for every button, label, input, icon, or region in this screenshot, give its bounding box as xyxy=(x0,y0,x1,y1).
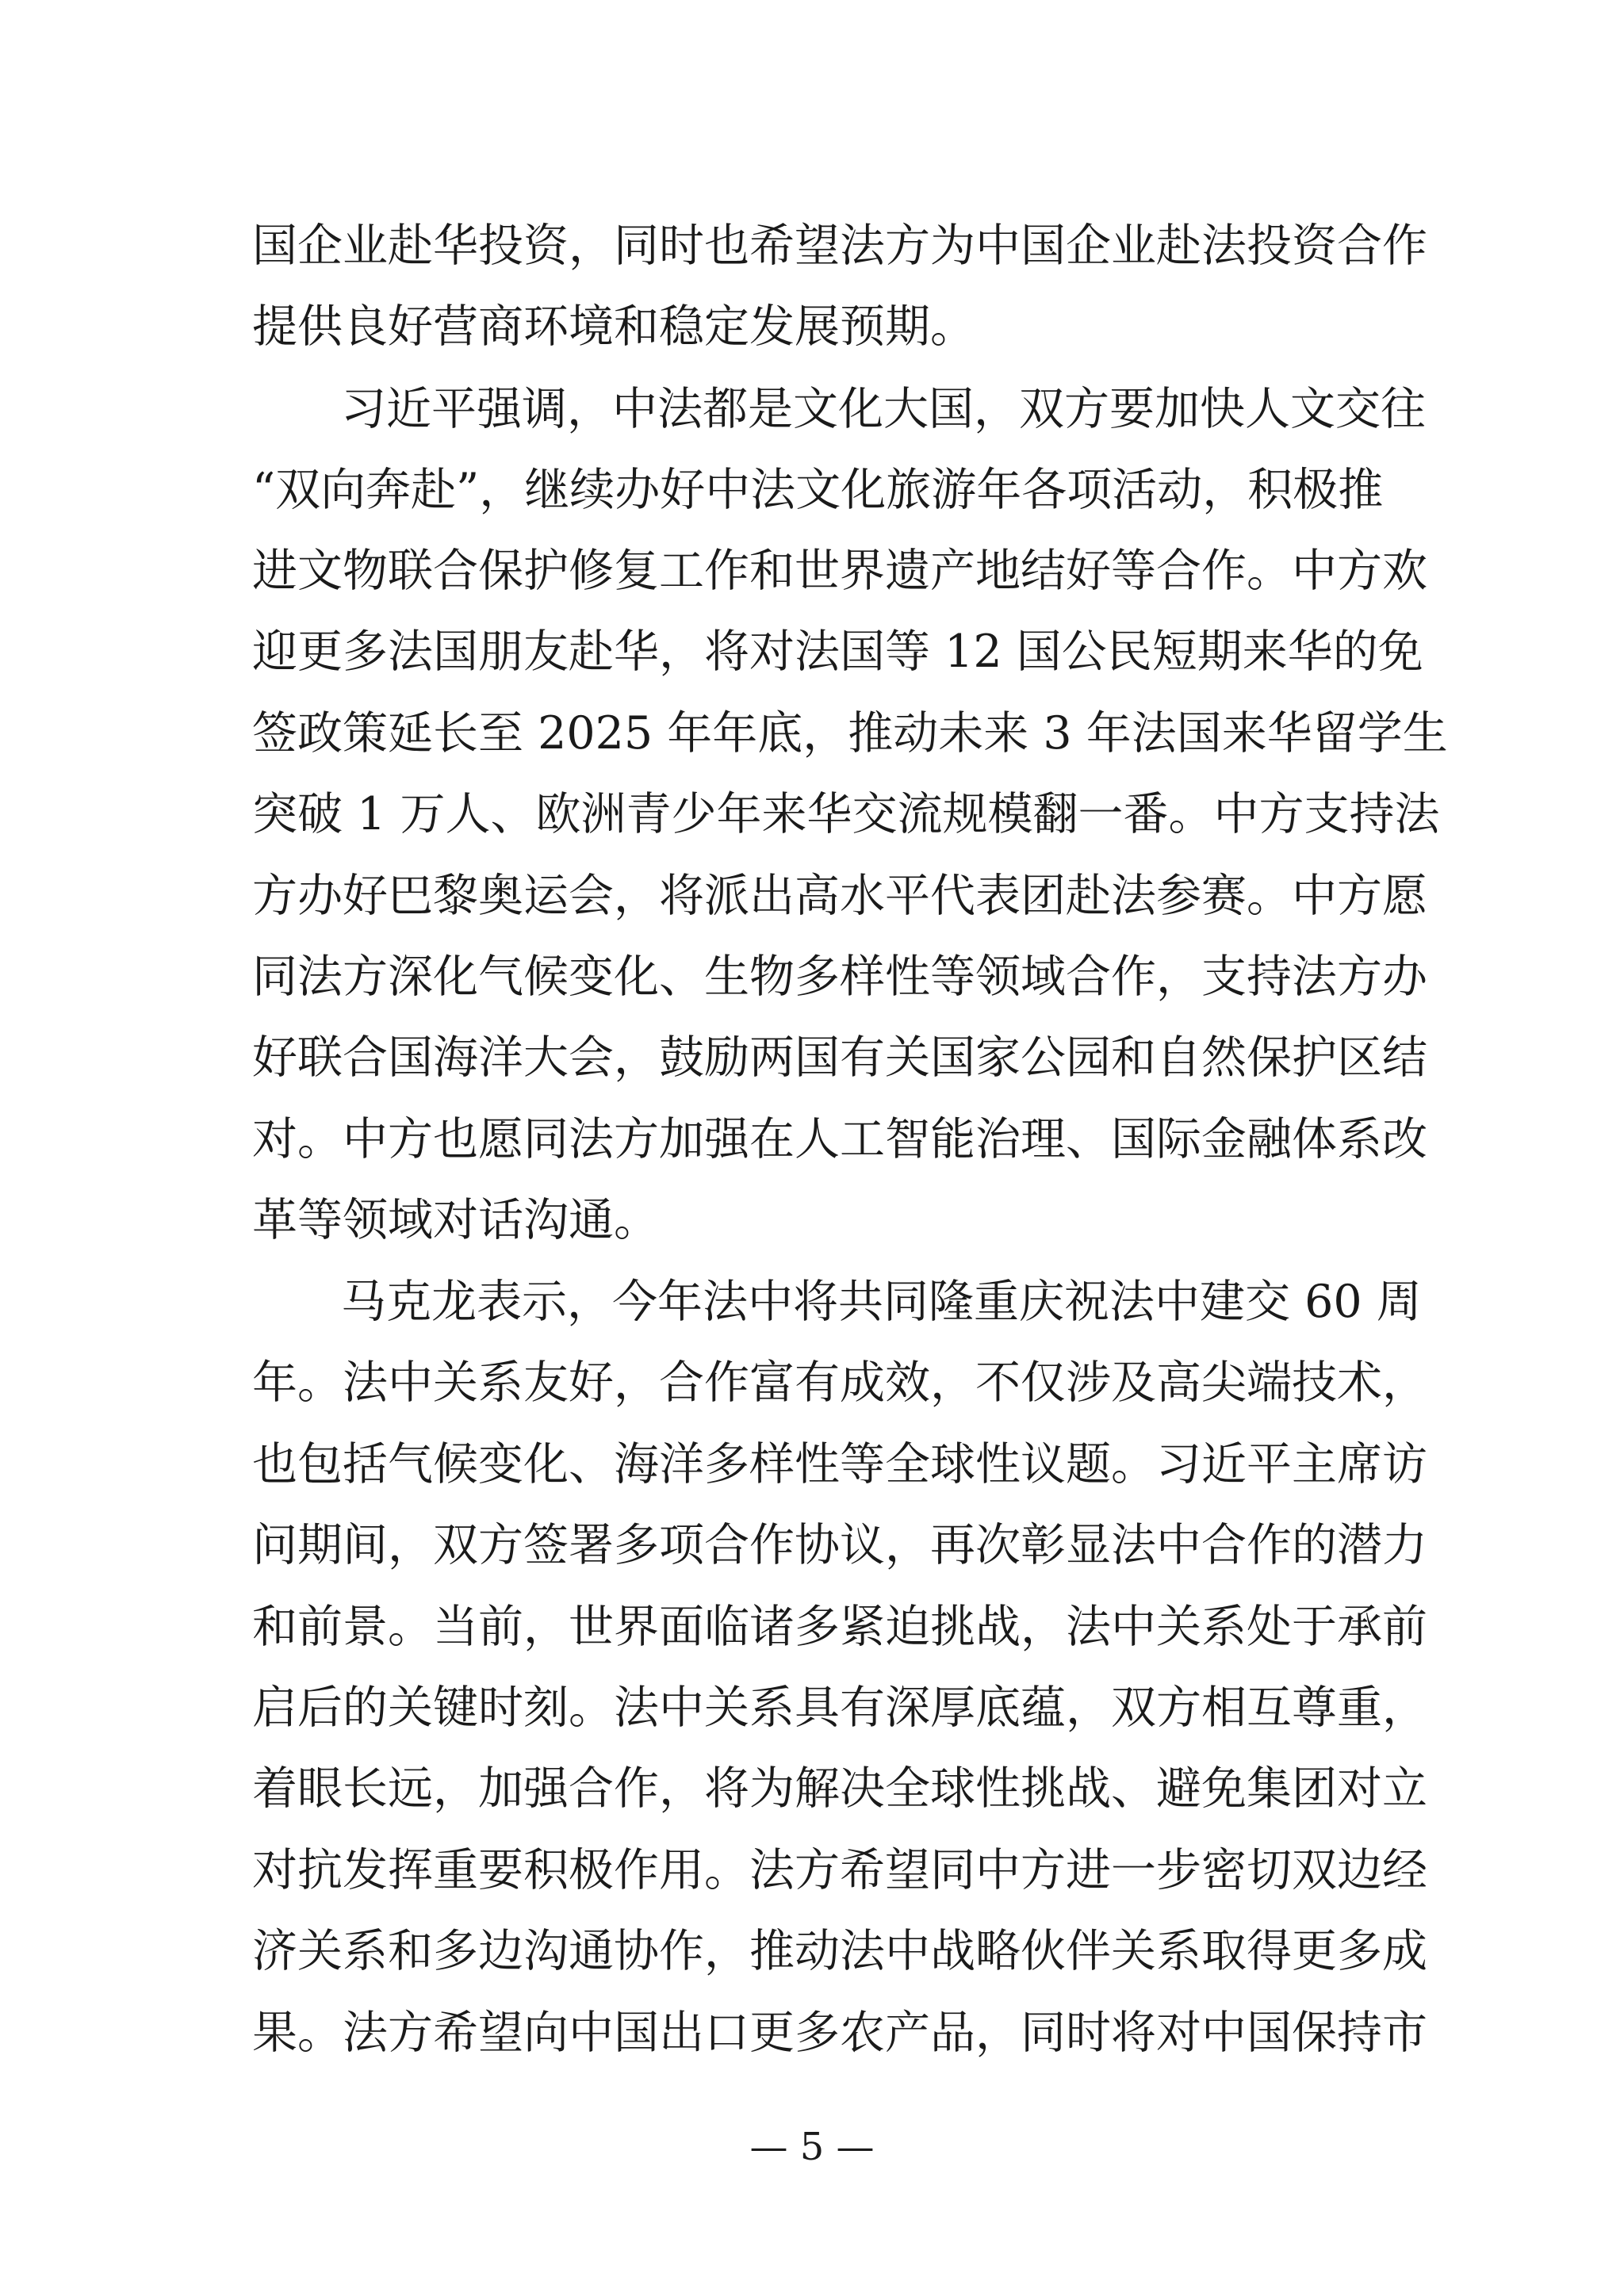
text-line: 签政策延长至 2025 年年底，推动未来 3 年法国来华留学生 xyxy=(252,707,1448,760)
text-line: 好联合国海洋大会，鼓励两国有关国家公园和自然保护区结 xyxy=(252,1031,1427,1084)
text-line: 济关系和多边沟通协作，推动法中战略伙伴关系取得更多成 xyxy=(252,1925,1427,1977)
text-line: 马克龙表示，今年法中将共同隆重庆祝法中建交 60 周 xyxy=(341,1276,1422,1328)
text-line: 革等领域对话沟通。 xyxy=(252,1194,659,1246)
text-line: 进文物联合保护修复工作和世界遗产地结好等合作。中方欢 xyxy=(252,545,1427,597)
text-line: 和前景。当前，世界面临诸多紧迫挑战，法中关系处于承前 xyxy=(252,1601,1427,1653)
text-line: 果。法方希望向中国出口更多农产品，同时将对中国保持市 xyxy=(252,2007,1427,2059)
text-line: 习近平强调，中法都是文化大国，双方要加快人文交往 xyxy=(341,383,1426,435)
text-line: 提供良好营商环境和稳定发展预期。 xyxy=(252,300,975,353)
text-line: 年。法中关系友好，合作富有成效，不仅涉及高尖端技术， xyxy=(252,1357,1427,1409)
text-line: 对。中方也愿同法方加强在人工智能治理、国际金融体系改 xyxy=(252,1113,1427,1165)
text-line: 问期间，双方签署多项合作协议，再次彰显法中合作的潜力 xyxy=(252,1519,1427,1571)
text-line: 启后的关键时刻。法中关系具有深厚底蕴，双方相互尊重， xyxy=(252,1682,1427,1734)
text-line: 国企业赴华投资，同时也希望法方为中国企业赴法投资合作 xyxy=(252,220,1427,272)
text-line: 着眼长远，加强合作，将为解决全球性挑战、避免集团对立 xyxy=(252,1762,1427,1815)
text-line: 对抗发挥重要积极作用。法方希望同中方进一步密切双边经 xyxy=(252,1844,1427,1896)
text-line: 突破 1 万人、欧洲青少年来华交流规模翻一番。中方支持法 xyxy=(252,788,1440,840)
text-line: 迎更多法国朋友赴华，将对法国等 12 国公民短期来华的免 xyxy=(252,626,1423,678)
text-line: 同法方深化气候变化、生物多样性等领域合作，支持法方办 xyxy=(252,951,1427,1003)
text-line: 也包括气候变化、海洋多样性等全球性议题。习近平主席访 xyxy=(252,1438,1427,1490)
text-line: “双向奔赴”，继续办好中法文化旅游年各项活动，积极推 xyxy=(252,464,1384,516)
text-line: 方办好巴黎奥运会，将派出高水平代表团赴法参赛。中方愿 xyxy=(252,870,1427,922)
page-number: — 5 — xyxy=(749,2125,875,2169)
